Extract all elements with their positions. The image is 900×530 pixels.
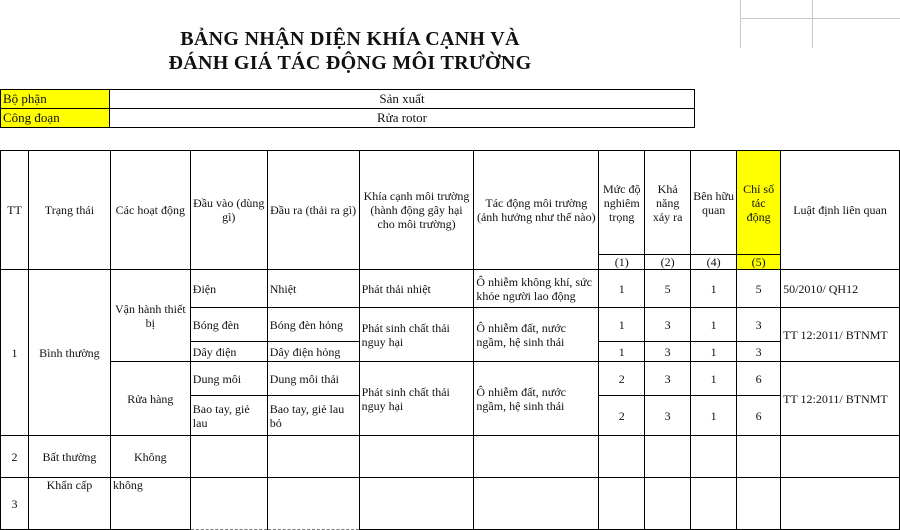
cell-output[interactable]: Bao tay, giẻ lau bỏ [267,396,359,436]
info-table [0,89,695,128]
cell-input[interactable]: Điện [190,270,267,308]
row-tt: 3 [1,478,29,530]
cell-likelihood[interactable]: 3 [645,396,691,436]
department-label: Bộ phận [1,90,110,109]
row-state: Bất thường [28,436,110,478]
cell-stakeholder[interactable]: 1 [691,396,737,436]
cell-likelihood[interactable]: 3 [645,308,691,342]
header-input: Đầu vào (dùng gì) [190,151,267,270]
table-row [1,270,900,308]
header-aspect: Khía cạnh môi trường (hành động gây hại cho môi trường) [359,151,474,270]
cell-aspect[interactable]: Phát sinh chất thải nguy hại [359,362,474,436]
cell-law[interactable]: TT 12:2011/ BTNMT [781,362,900,436]
cell-stakeholder[interactable]: 1 [691,270,737,308]
row-tt: 1 [1,270,29,436]
cell-severity[interactable]: 1 [599,308,645,342]
info-row-department [1,90,695,109]
cell-output[interactable]: Dây điện hỏng [267,342,359,362]
row-activity: Không [110,436,190,478]
info-row-stage [1,109,695,128]
cell-input[interactable]: Bao tay, giẻ lau [190,396,267,436]
department-value[interactable]: Sản xuất [110,90,695,109]
stage-value[interactable]: Rửa rotor [110,109,695,128]
document-title-line1: BẢNG NHẬN DIỆN KHÍA CẠNH VÀ [180,28,520,50]
table-row [1,362,900,396]
cell-index[interactable]: 5 [737,270,781,308]
cell-index[interactable]: 6 [737,362,781,396]
cell-stakeholder[interactable]: 1 [691,342,737,362]
col-number-2: (2) [645,255,691,270]
row-state: Bình thường [28,270,110,436]
cell-input[interactable]: Bóng đèn [190,308,267,342]
header-impact: Tác động môi trường (ảnh hưởng như thế nào) [474,151,599,270]
cell-input[interactable]: Dung môi [190,362,267,396]
cell-impact[interactable]: Ô nhiễm đất, nước ngầm, hệ sinh thái [474,362,599,436]
header-activities: Các hoạt động [110,151,190,270]
header-output: Đầu ra (thải ra gì) [267,151,359,270]
header-state: Trạng thái [28,151,110,270]
cell-output[interactable]: Dung môi thải [267,362,359,396]
cell-index[interactable]: 3 [737,308,781,342]
row-tt: 2 [1,436,29,478]
cell-likelihood[interactable]: 3 [645,362,691,396]
cell-stakeholder[interactable]: 1 [691,362,737,396]
header-severity: Mức độ nghiêm trọng [599,151,645,255]
cell-severity[interactable]: 1 [599,270,645,308]
cell-index[interactable]: 6 [737,396,781,436]
cell-input[interactable]: Dây điện [190,342,267,362]
document-title-line2: ĐÁNH GIÁ TÁC ĐỘNG MÔI TRƯỜNG [168,52,532,74]
row-activity: Vận hành thiết bị [110,270,190,362]
col-number-1: (1) [599,255,645,270]
cell-impact[interactable]: Ô nhiễm đất, nước ngầm, hệ sinh thái [474,308,599,362]
row-activity: không [110,478,190,530]
cell-law[interactable]: TT 12:2011/ BTNMT [781,308,900,362]
spreadsheet-grid-corner [740,0,900,48]
cell-law[interactable]: 50/2010/ QH12 [781,270,900,308]
row-activity: Rửa hàng [110,362,190,436]
header-row [1,151,900,255]
header-stakeholder: Bên hữu quan [691,151,737,255]
header-likelihood: Khả năng xảy ra [645,151,691,255]
header-impact-index: Chỉ số tác động [737,151,781,255]
cell-severity[interactable]: 2 [599,396,645,436]
header-tt: TT [1,151,29,270]
cell-stakeholder[interactable]: 1 [691,308,737,342]
cell-aspect[interactable]: Phát sinh chất thải nguy hại [359,308,474,362]
cell-output[interactable]: Nhiệt [267,270,359,308]
cell-output[interactable]: Bóng đèn hỏng [267,308,359,342]
cell-severity[interactable]: 2 [599,362,645,396]
table-row [1,436,900,478]
cell-likelihood[interactable]: 5 [645,270,691,308]
col-number-4: (4) [691,255,737,270]
assessment-table [0,150,900,530]
cell-impact[interactable]: Ô nhiễm không khí, sức khỏe người lao động [474,270,599,308]
cell-likelihood[interactable]: 3 [645,342,691,362]
cell-severity[interactable]: 1 [599,342,645,362]
cell-index[interactable]: 3 [737,342,781,362]
stage-label: Công đoạn [1,109,110,128]
row-state: Khẩn cấp [28,478,110,530]
cell-aspect[interactable]: Phát thải nhiệt [359,270,474,308]
header-law: Luật định liên quan [781,151,900,270]
table-row [1,478,900,530]
col-number-5: (5) [737,255,781,270]
